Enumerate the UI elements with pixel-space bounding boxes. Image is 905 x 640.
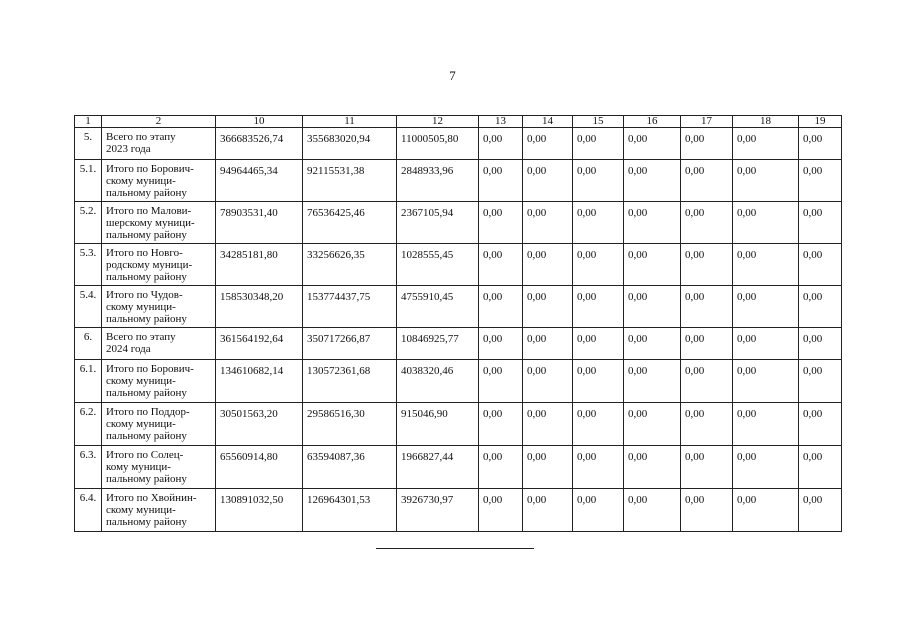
value-cell: 34285181,80 — [216, 244, 303, 286]
value-cell: 0,00 — [523, 328, 573, 360]
value-cell: 10846925,77 — [397, 328, 479, 360]
row-name-line: шерскому муници- — [106, 217, 195, 229]
value-cell: 0,00 — [523, 403, 573, 446]
value-cell: 0,00 — [799, 328, 842, 360]
value-cell: 0,00 — [573, 244, 624, 286]
row-name-line: пальному району — [106, 229, 187, 241]
column-header: 12 — [397, 116, 479, 128]
value-cell: 0,00 — [479, 446, 523, 489]
value-cell: 0,00 — [733, 202, 799, 244]
value-cell: 0,00 — [573, 360, 624, 403]
row-number: 5.4. — [75, 286, 102, 328]
value-cell: 33256626,35 — [303, 244, 397, 286]
value-cell: 0,00 — [681, 489, 733, 532]
value-cell: 0,00 — [624, 286, 681, 328]
table-row — [75, 328, 842, 360]
value-cell: 0,00 — [799, 128, 842, 160]
row-name-line: Итого по Борович- — [106, 163, 194, 175]
value-cell: 29586516,30 — [303, 403, 397, 446]
value-cell: 1028555,45 — [397, 244, 479, 286]
row-name-line: 2024 года — [106, 343, 151, 355]
value-cell: 158530348,20 — [216, 286, 303, 328]
column-header: 11 — [303, 116, 397, 128]
row-name-line: Всего по этапу — [106, 331, 176, 343]
value-cell: 134610682,14 — [216, 360, 303, 403]
value-cell: 0,00 — [479, 360, 523, 403]
value-cell: 2848933,96 — [397, 160, 479, 202]
value-cell: 4038320,46 — [397, 360, 479, 403]
value-cell: 0,00 — [573, 202, 624, 244]
row-name-line: кому муници- — [106, 461, 171, 473]
row-name-line: скому муници- — [106, 504, 176, 516]
column-header: 17 — [681, 116, 733, 128]
value-cell: 350717266,87 — [303, 328, 397, 360]
value-cell: 0,00 — [523, 286, 573, 328]
page-number: 7 — [449, 68, 456, 83]
value-cell: 126964301,53 — [303, 489, 397, 532]
value-cell: 0,00 — [733, 360, 799, 403]
row-number: 6.4. — [75, 489, 102, 532]
value-cell: 0,00 — [799, 360, 842, 403]
value-cell: 3926730,97 — [397, 489, 479, 532]
row-number: 6.1. — [75, 360, 102, 403]
value-cell: 0,00 — [624, 244, 681, 286]
value-cell: 130891032,50 — [216, 489, 303, 532]
value-cell: 0,00 — [479, 286, 523, 328]
value-cell: 153774437,75 — [303, 286, 397, 328]
footer-divider — [376, 548, 534, 549]
value-cell: 0,00 — [681, 244, 733, 286]
table-row — [75, 202, 842, 244]
column-header: 19 — [799, 116, 842, 128]
row-number: 5.1. — [75, 160, 102, 202]
value-cell: 0,00 — [799, 489, 842, 532]
row-name-line: пальному району — [106, 473, 187, 485]
value-cell: 0,00 — [681, 128, 733, 160]
row-name — [102, 360, 216, 403]
value-cell: 366683526,74 — [216, 128, 303, 160]
value-cell: 0,00 — [624, 446, 681, 489]
column-header: 2 — [102, 116, 216, 128]
value-cell: 0,00 — [799, 286, 842, 328]
table-header-row — [75, 116, 842, 128]
row-name-line: Итого по Новго- — [106, 247, 183, 259]
value-cell: 0,00 — [523, 160, 573, 202]
row-name — [102, 489, 216, 532]
column-header: 1 — [75, 116, 102, 128]
value-cell: 130572361,68 — [303, 360, 397, 403]
value-cell: 0,00 — [573, 160, 624, 202]
value-cell: 30501563,20 — [216, 403, 303, 446]
table-row — [75, 128, 842, 160]
value-cell: 0,00 — [799, 403, 842, 446]
value-cell: 0,00 — [624, 489, 681, 532]
column-header: 16 — [624, 116, 681, 128]
value-cell: 94964465,34 — [216, 160, 303, 202]
value-cell: 0,00 — [681, 360, 733, 403]
value-cell: 0,00 — [573, 489, 624, 532]
value-cell: 0,00 — [799, 446, 842, 489]
row-number: 6. — [75, 328, 102, 360]
budget-table — [74, 115, 842, 532]
row-name-line: пальному району — [106, 516, 187, 528]
column-header: 14 — [523, 116, 573, 128]
value-cell: 0,00 — [681, 403, 733, 446]
value-cell: 0,00 — [479, 328, 523, 360]
row-name — [102, 202, 216, 244]
value-cell: 0,00 — [523, 202, 573, 244]
value-cell: 0,00 — [624, 328, 681, 360]
value-cell: 0,00 — [733, 128, 799, 160]
table-row — [75, 160, 842, 202]
row-number: 6.2. — [75, 403, 102, 446]
row-number: 6.3. — [75, 446, 102, 489]
value-cell: 0,00 — [624, 128, 681, 160]
value-cell: 0,00 — [733, 160, 799, 202]
value-cell: 0,00 — [523, 244, 573, 286]
row-name-line: Итого по Солец- — [106, 449, 184, 461]
value-cell: 0,00 — [573, 286, 624, 328]
table-row — [75, 403, 842, 446]
table-row — [75, 489, 842, 532]
row-name-line: Итого по Чудов- — [106, 289, 183, 301]
value-cell: 0,00 — [681, 202, 733, 244]
row-name-line: пальному району — [106, 187, 187, 199]
row-number: 5. — [75, 128, 102, 160]
value-cell: 63594087,36 — [303, 446, 397, 489]
column-header: 15 — [573, 116, 624, 128]
row-name-line: Всего по этапу — [106, 131, 176, 143]
value-cell: 0,00 — [624, 360, 681, 403]
row-number: 5.2. — [75, 202, 102, 244]
column-header: 10 — [216, 116, 303, 128]
row-name-line: скому муници- — [106, 418, 176, 430]
value-cell: 92115531,38 — [303, 160, 397, 202]
value-cell: 0,00 — [479, 244, 523, 286]
value-cell: 0,00 — [624, 160, 681, 202]
row-name-line: пальному району — [106, 313, 187, 325]
value-cell: 0,00 — [733, 328, 799, 360]
value-cell: 0,00 — [523, 128, 573, 160]
value-cell: 0,00 — [733, 286, 799, 328]
value-cell: 355683020,94 — [303, 128, 397, 160]
row-name-line: Итого по Поддор- — [106, 406, 190, 418]
row-name-line: 2023 года — [106, 143, 151, 155]
row-name — [102, 286, 216, 328]
value-cell: 0,00 — [479, 128, 523, 160]
value-cell: 915046,90 — [397, 403, 479, 446]
value-cell: 76536425,46 — [303, 202, 397, 244]
value-cell: 0,00 — [523, 360, 573, 403]
value-cell: 0,00 — [573, 128, 624, 160]
value-cell: 65560914,80 — [216, 446, 303, 489]
row-name-line: пальному району — [106, 271, 187, 283]
value-cell: 0,00 — [733, 446, 799, 489]
value-cell: 0,00 — [624, 202, 681, 244]
row-name-line: скому муници- — [106, 375, 176, 387]
row-name — [102, 403, 216, 446]
row-name-line: пальному району — [106, 430, 187, 442]
row-name-line: Итого по Хвойнин- — [106, 492, 197, 504]
value-cell: 0,00 — [573, 328, 624, 360]
value-cell: 361564192,64 — [216, 328, 303, 360]
row-name-line: родскому муници- — [106, 259, 193, 271]
value-cell: 0,00 — [733, 403, 799, 446]
row-name-line: скому муници- — [106, 175, 176, 187]
value-cell: 0,00 — [479, 403, 523, 446]
table-row — [75, 360, 842, 403]
row-name-line: скому муници- — [106, 301, 176, 313]
row-name-line: Итого по Малови- — [106, 205, 192, 217]
value-cell: 0,00 — [573, 403, 624, 446]
value-cell: 11000505,80 — [397, 128, 479, 160]
row-name — [102, 244, 216, 286]
value-cell: 0,00 — [799, 160, 842, 202]
value-cell: 0,00 — [681, 286, 733, 328]
value-cell: 0,00 — [681, 446, 733, 489]
table-row — [75, 244, 842, 286]
row-name — [102, 128, 216, 160]
row-name-line: Итого по Борович- — [106, 363, 194, 375]
row-name-line: пальному району — [106, 387, 187, 399]
column-header: 13 — [479, 116, 523, 128]
value-cell: 1966827,44 — [397, 446, 479, 489]
row-name — [102, 328, 216, 360]
value-cell: 0,00 — [799, 202, 842, 244]
value-cell: 78903531,40 — [216, 202, 303, 244]
value-cell: 0,00 — [479, 202, 523, 244]
table-row — [75, 286, 842, 328]
table-row — [75, 446, 842, 489]
value-cell: 4755910,45 — [397, 286, 479, 328]
value-cell: 0,00 — [479, 160, 523, 202]
value-cell: 2367105,94 — [397, 202, 479, 244]
row-number: 5.3. — [75, 244, 102, 286]
value-cell: 0,00 — [733, 244, 799, 286]
value-cell: 0,00 — [681, 160, 733, 202]
value-cell: 0,00 — [523, 446, 573, 489]
value-cell: 0,00 — [624, 403, 681, 446]
value-cell: 0,00 — [573, 446, 624, 489]
value-cell: 0,00 — [523, 489, 573, 532]
row-name — [102, 446, 216, 489]
column-header: 18 — [733, 116, 799, 128]
value-cell: 0,00 — [733, 489, 799, 532]
value-cell: 0,00 — [799, 244, 842, 286]
value-cell: 0,00 — [681, 328, 733, 360]
value-cell: 0,00 — [479, 489, 523, 532]
row-name — [102, 160, 216, 202]
